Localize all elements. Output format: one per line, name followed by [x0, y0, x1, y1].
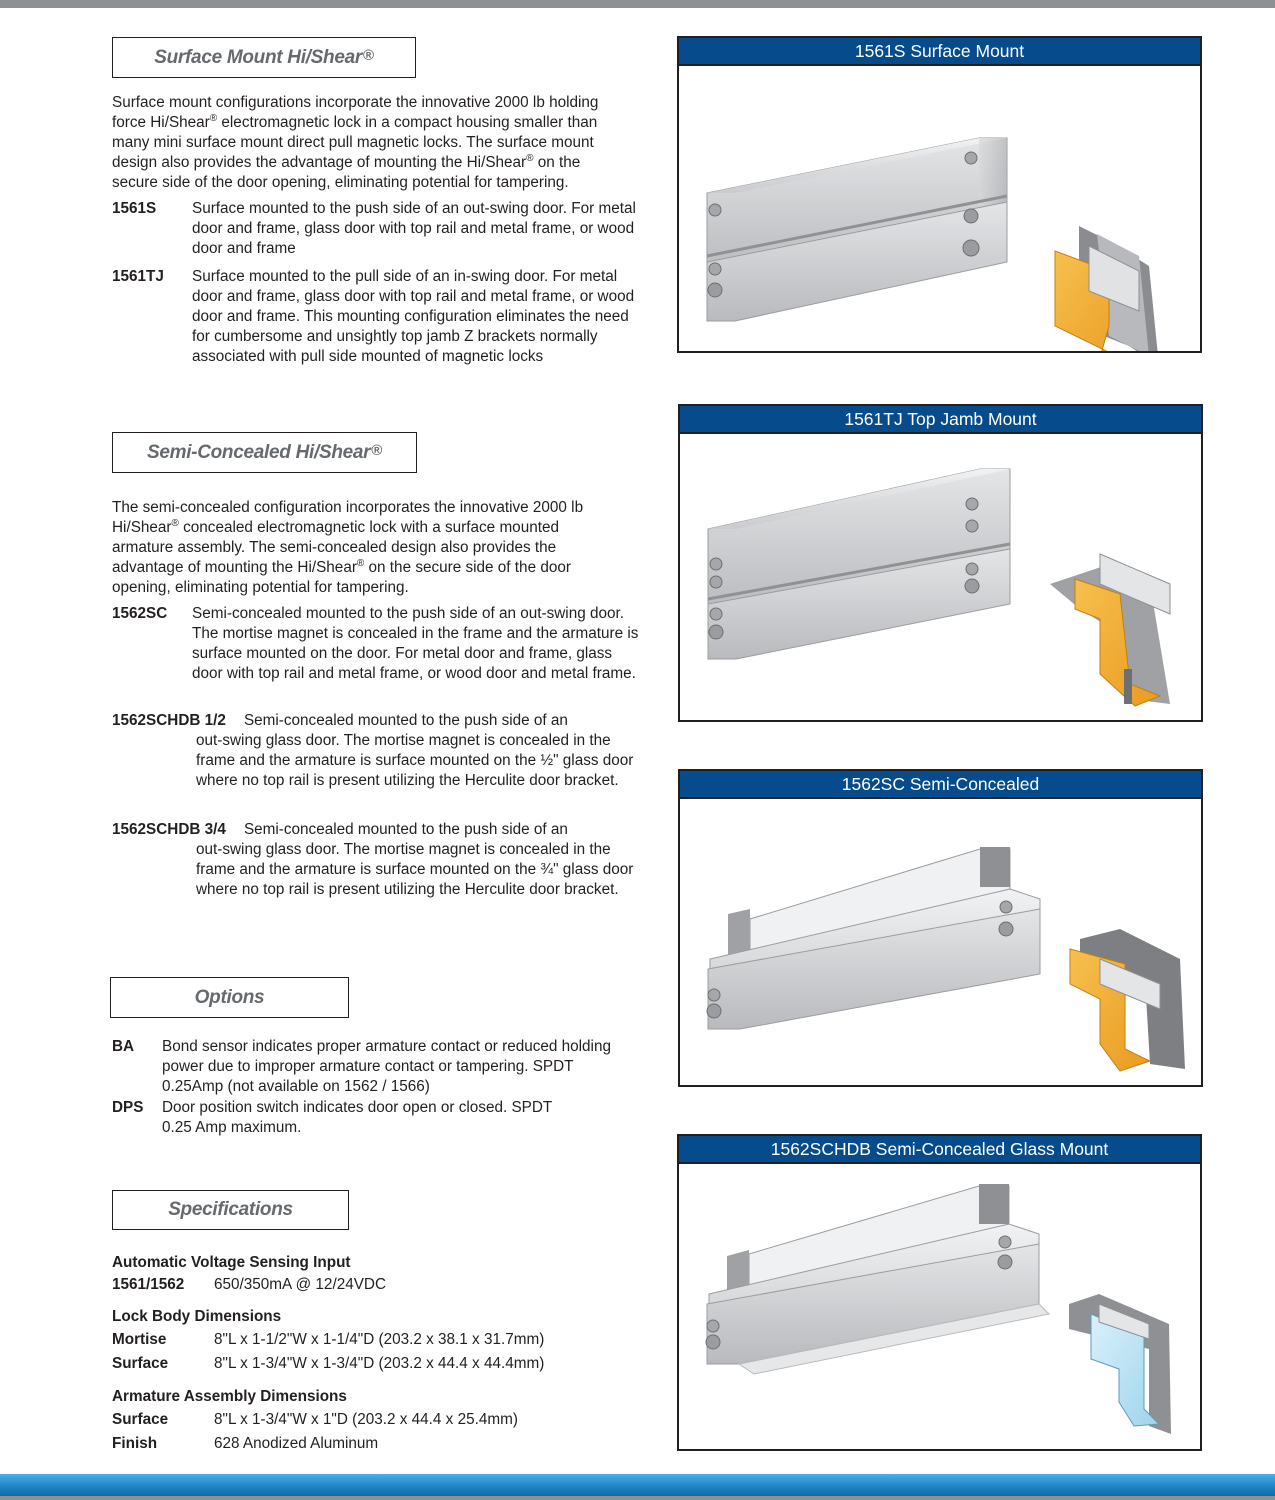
- semi-intro: The semi-concealed configuration incorporates the innovative 2000 lb Hi/Shear® concealed electromagnetic lock with a surface mounted armature assembly. The semi-concealed design also provides the advantage of mounting the Hi/Shear® on the secure side of the door opening, eliminating potential for tampering.: [112, 499, 584, 596]
- surface-intro: Surface mount configurations incorporate the innovative 2000 lb holding force Hi/Shear® electromagnetic lock in a compact housing smaller than many mini surface mount direct pull magnetic locks. The surface mount design also provides the advantage of mounting the Hi/Shear® on the secure side of the door opening, eliminating potential for tampering.: [112, 94, 599, 191]
- spec-lock-body-title: Lock Body Dimensions: [112, 1308, 282, 1325]
- spec-voltage-title: Automatic Voltage Sensing Input: [112, 1254, 351, 1271]
- panel-title: 1561TJ Top Jamb Mount: [680, 406, 1201, 434]
- 1562sc-product-illustration: [680, 799, 1201, 1085]
- 1561s-product-illustration: [679, 66, 1200, 351]
- option-ba: BA Bond sensor indicates proper armature contact or reduced holding power due to improper armature contact or tampering. SPDT 0.25Amp (not available on 1562 / 1566): [112, 1038, 611, 1095]
- panel-1561s: [677, 36, 1202, 353]
- panel-1561tj: [678, 404, 1203, 722]
- bottom-stripe: [0, 1496, 1275, 1500]
- item-1561s: 1561S Surface mounted to the push side of an out-swing door. For metal door and frame, glass door with top rail and metal frame, or wood door and frame: [112, 200, 636, 257]
- item-1561tj: 1561TJ Surface mounted to the pull side of an in-swing door. For metal door and frame, glass door with top rail and metal frame, or wood door and frame. This mounting configuration eliminates the need for cumbersome and unsightly top jamb Z brackets normally associated with pull side mounted of magnetic locks: [112, 268, 635, 365]
- item-1562schdb-three-quarter: 1562SCHDB 3/4 Semi-concealed mounted to the push side of an out-swing glass door. The mortise magnet is concealed in the frame and the armature is surface mounted on the ¾" glass door where no top rail is present utilizing the Herculite door bracket.: [112, 821, 634, 898]
- item-1562sc: 1562SC Semi-concealed mounted to the push side of an out-swing door. The mortise magnet is concealed in the frame and the armature is surface mounted on the door. For metal door and frame, glass door with top rail and metal frame, or wood door and metal frame.: [112, 605, 639, 682]
- 1561tj-product-illustration: [680, 434, 1201, 720]
- option-dps: DPS Door position switch indicates door open or closed. SPDT 0.25 Amp maximum.: [112, 1099, 552, 1136]
- bottom-bar: [0, 1474, 1275, 1500]
- panel-title: 1562SC Semi-Concealed: [680, 771, 1201, 799]
- spec-armature-title: Armature Assembly Dimensions: [112, 1388, 347, 1405]
- panel-1562sc: [678, 769, 1203, 1087]
- panel-title: 1562SCHDB Semi-Concealed Glass Mount: [679, 1136, 1200, 1164]
- specifications-heading: Specifications: [112, 1190, 349, 1230]
- options-heading: Options: [110, 977, 349, 1018]
- semi-concealed-heading: Semi-Concealed Hi/Shear ®: [112, 432, 417, 473]
- panel-1562schdb: [677, 1134, 1202, 1451]
- item-1562schdb-half: 1562SCHDB 1/2 Semi-concealed mounted to the push side of an out-swing glass door. The mortise magnet is concealed in the frame and the armature is surface mounted on the ½" glass door where no top rail is present utilizing the Herculite door bracket.: [112, 712, 634, 789]
- surface-mount-heading: Surface Mount Hi/Shear ®: [112, 37, 416, 78]
- panel-title: 1561S Surface Mount: [679, 38, 1200, 66]
- top-bar: [0, 0, 1275, 8]
- 1562schdb-product-illustration: [679, 1164, 1200, 1449]
